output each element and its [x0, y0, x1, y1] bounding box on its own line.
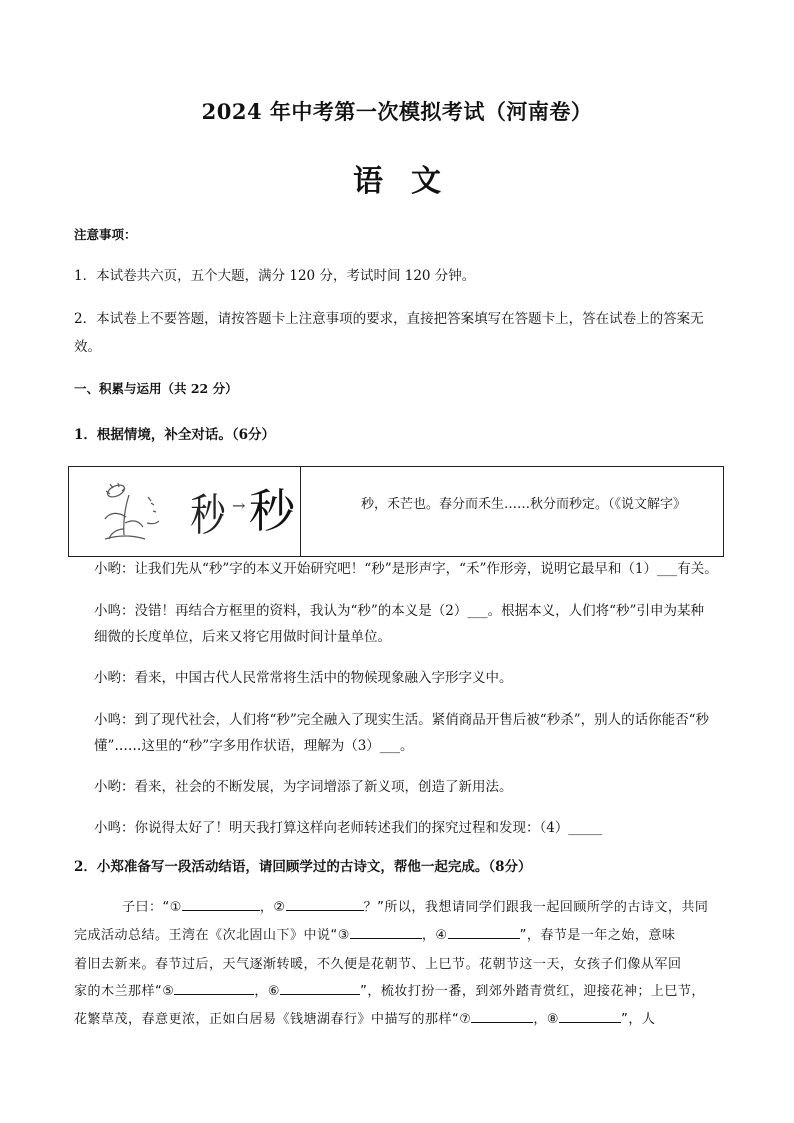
modern-script-glyph: 秒: [249, 484, 295, 538]
passage-text: ？”所以，我想请同学们跟我一起回顾所学的古诗文，共同: [363, 900, 709, 915]
character-evolution-box: [68, 466, 724, 557]
dialogue-line-4b: 懂”……这里的“秒”字多用作状语，理解为（3）___。: [94, 738, 414, 754]
blank-label-3: ③: [337, 928, 350, 943]
notes-heading: 注意事项：: [74, 227, 137, 242]
passage-line-5: 花繁草茂，春意更浓，正如白居易《钱塘湖春行》中描写的那样“⑦ ，⑧ ”，人: [74, 1005, 724, 1034]
notes-item-2-line-2: 效。: [74, 339, 101, 355]
passage-line-2: 完成活动总结。王湾在《次北固山下》中说“③ ，④ ”，春节是一年之始，意味: [74, 921, 724, 950]
question-1-text: 1．根据情境，补全对话。（6分）: [74, 427, 276, 443]
seal-script-glyph: 秒: [190, 490, 226, 541]
answer-blank-4[interactable]: [448, 924, 520, 939]
subject-title: 语文: [353, 164, 469, 199]
dialogue-line-6: 小鸣：你说得太好了！明天我打算这样向老师转述我们的探究过程和发现：（4）_____: [94, 820, 603, 836]
passage-text: 花繁草茂，春意更浓，正如白居易《钱塘湖春行》中描写的那样“: [74, 1012, 460, 1027]
dialogue-line-3: 小哟：看来，中国古代人民常常将生活中的物候现象融入字形字义中。: [94, 670, 513, 686]
blank-label-1: ①: [169, 900, 182, 915]
blank-label-2: ②: [273, 900, 286, 915]
notes-item-1: 1．本试卷共六页，五个大题，满分 120 分，考试时间 120 分钟。: [74, 268, 476, 284]
dialogue-line-1: 小哟：让我们先从“秒”字的本义开始研究吧！“秒”是形声字，“禾”作形旁，说明它最早和（1）___有关。: [94, 561, 718, 577]
passage-text: ”，春节是一年之始，意味: [519, 928, 676, 943]
answer-blank-6[interactable]: [280, 980, 360, 995]
passage-line-4: 家的木兰那样“⑤ ，⑥ ”，梳妆打扮一番，到郊外踏青赏红，迎接花神；上巳节，: [74, 977, 724, 1006]
blank-label-7: ⑦: [459, 1012, 472, 1027]
character-evolution-illustration: [69, 467, 300, 556]
dialogue-line-2b: 细微的长度单位，后来又将它用做时间计量单位。: [94, 629, 391, 645]
arrow-right-icon: →: [232, 496, 246, 515]
blank-label-5: ⑤: [162, 984, 175, 999]
blank-label-6: ⑥: [267, 984, 281, 999]
shuowen-quote: 秒，禾芒也。春分而禾生……秋分而秒定。（《说文解字》: [361, 497, 687, 512]
dialogue-line-5: 小哟：看来，社会的不断发展，为字词增添了新义项，创造了新用法。: [94, 779, 513, 795]
notes-item-2-line-1: 2．本试卷上不要答题，请按答题卡上注意事项的要求，直接把答案填写在答题卡上，答在试卷上的答案无: [74, 311, 704, 327]
answer-blank-8[interactable]: [559, 1008, 621, 1023]
box-divider: [300, 467, 301, 556]
question-1-prompt: [74, 422, 724, 448]
answer-blank-3[interactable]: [350, 924, 422, 939]
passage-line-3: 着旧去新来。春节过后，天气逐渐转暖，不久便是花朝节、上巳节。花朝节这一天，女孩子们像从军回: [74, 957, 682, 972]
passage-text: ”，人: [621, 1012, 656, 1027]
answer-blank-2[interactable]: [286, 896, 364, 911]
dialogue-line-2a: 小鸣：没错！再结合方框里的资料，我认为“秒”的本义是（2）___。根据本义，人们将“秒”引申为某种: [94, 603, 704, 619]
passage-text: 子曰：“: [122, 900, 170, 915]
blank-label-8: ⑧: [546, 1012, 560, 1027]
passage-text: ”，梳妆打扮一番，到郊外踏青赏红，迎接花神；上巳节，: [360, 984, 705, 999]
passage-text: 家的木兰那样“: [74, 984, 163, 999]
answer-blank-1[interactable]: [182, 896, 260, 911]
section-1-heading: 一、积累与运用（共 22 分）: [74, 381, 238, 396]
exam-title: 2024 年中考第一次模拟考试（河南卷）: [201, 99, 593, 124]
passage-line-1: 子曰：“① ，② ？”所以，我想请同学们跟我一起回顾所学的古诗文，共同: [74, 893, 724, 922]
dialogue-line-4a: 小鸣：到了现代社会，人们将“秒”完全融入了现实生活。紧俏商品开售后被“秒杀”，别人的话你能否“秒: [94, 712, 710, 728]
passage-text: 完成活动总结。王湾在《次北固山下》中说“: [74, 928, 338, 943]
answer-blank-5[interactable]: [174, 980, 254, 995]
answer-blank-7[interactable]: [471, 1008, 533, 1023]
question-2-prompt: 2．小郑准备写一段活动结语，请回顾学过的古诗文，帮他一起完成。（8分）: [74, 859, 532, 875]
blank-label-4: ④: [435, 928, 448, 943]
